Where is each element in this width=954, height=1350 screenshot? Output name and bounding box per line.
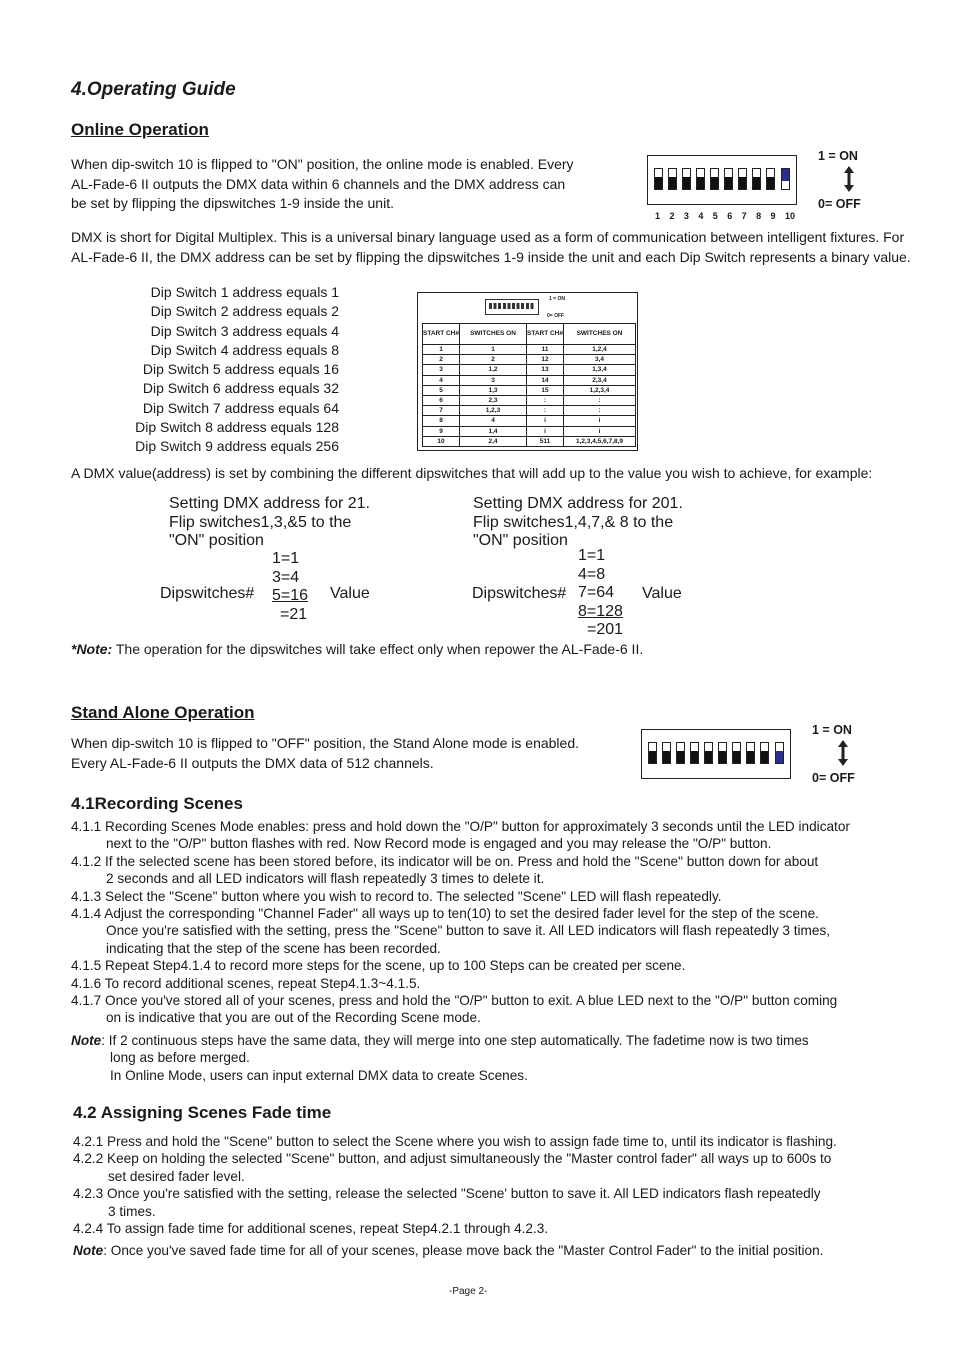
on-label: 1 = ON bbox=[812, 723, 852, 737]
table-cell: 7 bbox=[423, 406, 460, 416]
note-text: : Once you've saved fade time for all of your scenes, please move back the "Master Control Fader" to the initial position. bbox=[103, 1243, 824, 1258]
text-line: AL-Fade-6 II outputs the DMX data within 6 channels and the DMX address can bbox=[71, 175, 566, 192]
table-cell: 4 bbox=[423, 375, 460, 385]
dip-switch bbox=[648, 742, 657, 764]
table-cell: i bbox=[564, 426, 636, 436]
table-row bbox=[423, 355, 636, 365]
table-cell: 1,2 bbox=[460, 365, 527, 375]
table-cell: 9 bbox=[423, 426, 460, 436]
list-item: Dip Switch 1 address equals 1 bbox=[150, 284, 339, 300]
calc-line: 1=1 bbox=[578, 547, 606, 564]
text-line: Setting DMX address for 21. bbox=[169, 495, 370, 512]
list-item: Dip Switch 6 address equals 32 bbox=[142, 380, 339, 397]
text-line: Flip switches1,4,7,& 8 to the bbox=[473, 513, 674, 531]
column-header: START CH# bbox=[423, 324, 460, 345]
table-cell: 1 bbox=[460, 345, 527, 355]
table-cell: 1,2,3,4,5,6,7,8,9 bbox=[564, 436, 636, 446]
table-row bbox=[423, 375, 636, 385]
dip-switch bbox=[746, 742, 755, 764]
note-label: Note bbox=[73, 1243, 104, 1258]
up-down-arrow-icon bbox=[842, 165, 856, 193]
value-label: Value bbox=[330, 585, 370, 602]
column-header: START CH# bbox=[527, 324, 564, 345]
table-cell: i bbox=[527, 426, 564, 436]
dip-switch bbox=[654, 168, 663, 190]
table-cell: 2,3 bbox=[460, 396, 527, 406]
step-line: 4.2.4 To assign fade time for additional scenes, repeat Step4.2.1 through 4.2.3. bbox=[73, 1221, 549, 1237]
table-cell: 511 bbox=[527, 436, 564, 446]
dip-switch bbox=[696, 168, 705, 190]
table-cell: 1,2,3,4 bbox=[564, 385, 636, 395]
fade-time-note bbox=[73, 1242, 823, 1259]
text-line: "ON" position bbox=[169, 532, 264, 549]
table-cell: 1,2,3 bbox=[460, 406, 527, 416]
example-21-values bbox=[272, 550, 308, 624]
table-cell: 12 bbox=[527, 355, 564, 365]
dip-number: 7 bbox=[741, 211, 747, 221]
table-cell: : bbox=[527, 396, 564, 406]
dip-number: 9 bbox=[770, 211, 776, 221]
step-line: indicating that the step of the scene has been recorded. bbox=[106, 940, 441, 956]
dip-switch bbox=[662, 742, 671, 764]
dip-switch-10-on bbox=[781, 168, 790, 190]
off-label: 0= OFF bbox=[812, 771, 855, 785]
note-text: In Online Mode, users can input external DMX data to create Scenes. bbox=[110, 1067, 528, 1083]
mini-off-label: 0= OFF bbox=[547, 313, 565, 319]
dip-switch bbox=[718, 742, 727, 764]
table-cell: 1 bbox=[423, 345, 460, 355]
table-cell: 1,3 bbox=[460, 385, 527, 395]
stand-alone-dip-switch-diagram bbox=[641, 729, 791, 779]
table-cell: 14 bbox=[527, 375, 564, 385]
step-line: 4.1.1 Recording Scenes Mode enables: press and hold down the "O/P" button for approximately 3 seconds until the LED indicator bbox=[71, 819, 850, 834]
table-cell: 1,3,4 bbox=[564, 365, 636, 375]
dip-switch bbox=[766, 168, 775, 190]
step-line: 4.1.5 Repeat Step4.1.4 to record more steps for the scene, up to 100 Steps can be created per scene. bbox=[71, 958, 686, 974]
table-cell: 2 bbox=[423, 355, 460, 365]
table-cell: 6 bbox=[423, 396, 460, 406]
table-cell: 3 bbox=[423, 365, 460, 375]
step-line: 4.1.7 Once you've stored all of your scenes, press and hold the "O/P" button to exit. A blue LED next to the "O/P" button coming bbox=[71, 993, 838, 1009]
table-row bbox=[423, 426, 636, 436]
table-row bbox=[423, 436, 636, 446]
table-cell: 1,4 bbox=[460, 426, 527, 436]
calc-line: 3=4 bbox=[272, 568, 300, 586]
step-line: 2 seconds and all LED indicators will flash repeatedly 3 times to delete it. bbox=[106, 871, 545, 887]
dip-switch bbox=[668, 168, 677, 190]
dip-number: 2 bbox=[669, 211, 675, 221]
dip-number: 1 bbox=[655, 211, 661, 221]
step-line: set desired fader level. bbox=[108, 1168, 245, 1184]
table-cell: : bbox=[564, 396, 636, 406]
table-row bbox=[423, 345, 636, 355]
note-text: : If 2 continuous steps have the same data, they will merge into one step automatically. The fadetime now is two times bbox=[101, 1033, 809, 1048]
stand-alone-title: Stand Alone Operation bbox=[71, 703, 255, 722]
dip-number-row bbox=[655, 211, 795, 221]
step-line: 4.1.4 Adjust the corresponding "Channel Fader" all ways up to ten(10) to set the desired fader level for the step of the scene. bbox=[71, 906, 819, 922]
dip-switch bbox=[752, 168, 761, 190]
dip-number: 5 bbox=[712, 211, 718, 221]
table-row bbox=[423, 365, 636, 375]
up-down-arrow-icon bbox=[836, 739, 850, 767]
dip-switch bbox=[738, 168, 747, 190]
table-cell: 11 bbox=[527, 345, 564, 355]
step-line: 4.1.3 Select the "Scene" button where you wish to record to. The selected "Scene" LED will flash repeatedly. bbox=[71, 888, 722, 904]
table-cell: i bbox=[527, 416, 564, 426]
online-dip-switch-diagram bbox=[647, 155, 797, 205]
dip-switch-value-list bbox=[39, 283, 339, 457]
dip-switch bbox=[690, 742, 699, 764]
table-cell: 3 bbox=[460, 375, 527, 385]
dip-number: 8 bbox=[756, 211, 762, 221]
step-line: 4.1.6 To record additional scenes, repeat Step4.1.3~4.1.5. bbox=[71, 975, 421, 991]
list-item: Dip Switch 5 address equals 16 bbox=[142, 361, 339, 378]
example-201-values bbox=[578, 547, 627, 640]
example-201-description bbox=[473, 495, 683, 551]
online-operation-title: Online Operation bbox=[71, 120, 209, 139]
value-label: Value bbox=[642, 585, 682, 602]
mini-dip-switch-icon bbox=[485, 299, 539, 315]
address-table bbox=[422, 323, 636, 447]
note-label: *Note: bbox=[71, 641, 113, 657]
fade-time-steps bbox=[73, 1133, 837, 1237]
table-cell: 15 bbox=[527, 385, 564, 395]
page-title: 4.Operating Guide bbox=[71, 79, 236, 100]
calc-total: =201 bbox=[587, 621, 624, 638]
step-line: 3 times. bbox=[108, 1203, 156, 1219]
dip-number: 3 bbox=[683, 211, 689, 221]
table-cell: 3,4 bbox=[564, 355, 636, 365]
list-item: Dip Switch 7 address equals 64 bbox=[142, 399, 339, 416]
table-cell: 4 bbox=[460, 416, 527, 426]
list-item: Dip Switch 4 address equals 8 bbox=[150, 341, 339, 358]
table-row bbox=[423, 406, 636, 416]
dip-switch bbox=[710, 168, 719, 190]
dmx-address-table bbox=[417, 292, 638, 451]
note-label: Note bbox=[71, 1033, 102, 1048]
calc-line: 8=128 bbox=[578, 602, 623, 620]
calc-line: 1=1 bbox=[272, 550, 300, 567]
list-item: Dip Switch 2 address equals 2 bbox=[150, 303, 339, 320]
table-cell: 13 bbox=[527, 365, 564, 375]
recording-scenes-title: 4.1Recording Scenes bbox=[71, 794, 243, 813]
step-line: next to the "O/P" button flashes with red. Now Record mode is engaged and you may release the "O/P" button. bbox=[106, 836, 772, 852]
recording-steps bbox=[71, 818, 850, 1027]
text-line: When dip-switch 10 is flipped to "OFF" position, the Stand Alone mode is enabled. bbox=[71, 735, 579, 751]
step-line: 4.1.2 If the selected scene has been stored before, its indicator will be on. Press and hold the "Scene" button down for about bbox=[71, 853, 819, 869]
dipswitches-label: Dipswitches# bbox=[160, 585, 255, 602]
list-item: Dip Switch 3 address equals 4 bbox=[150, 322, 339, 339]
step-line: on is indicative that you are out of the Recording Scene mode. bbox=[106, 1010, 481, 1026]
dip-switch bbox=[682, 168, 691, 190]
note-text: The operation for the dipswitches will take effect only when repower the AL-Fade-6 II. bbox=[112, 641, 644, 657]
table-cell: i bbox=[564, 416, 636, 426]
example-21-description bbox=[169, 495, 370, 551]
online-intro-paragraph bbox=[71, 155, 574, 214]
table-row bbox=[423, 416, 636, 426]
table-cell: 2 bbox=[460, 355, 527, 365]
text-line: "ON" position bbox=[473, 532, 568, 549]
table-row bbox=[423, 396, 636, 406]
column-header: SWITCHES ON bbox=[460, 324, 527, 345]
text-line: Setting DMX address for 201. bbox=[473, 495, 683, 512]
text-line: When dip-switch 10 is flipped to "ON" position, the online mode is enabled. Every bbox=[71, 156, 574, 172]
column-header: SWITCHES ON bbox=[564, 324, 636, 345]
repower-note bbox=[71, 640, 643, 660]
text-line: Flip switches1,3,&5 to the bbox=[169, 513, 352, 531]
dip-switch bbox=[760, 742, 769, 764]
dip-switch bbox=[676, 742, 685, 764]
dip-switch-10-off bbox=[775, 742, 784, 764]
text-line: be set by flipping the dipswitches 1-9 inside the unit. bbox=[71, 195, 394, 211]
table-cell: : bbox=[527, 406, 564, 416]
table-cell: 2,3,4 bbox=[564, 375, 636, 385]
table-cell: 1,2,4 bbox=[564, 345, 636, 355]
dip-switch bbox=[704, 742, 713, 764]
table-header-row bbox=[423, 324, 636, 345]
table-row bbox=[423, 385, 636, 395]
recording-note bbox=[71, 1032, 809, 1084]
stand-alone-paragraph bbox=[71, 734, 579, 773]
list-item: Dip Switch 9 address equals 256 bbox=[135, 438, 339, 455]
calc-line: 4=8 bbox=[578, 565, 606, 583]
calc-total: =21 bbox=[280, 605, 308, 623]
page-number: -Page 2- bbox=[449, 1286, 488, 1297]
dip-switch bbox=[724, 168, 733, 190]
fade-time-title: 4.2 Assigning Scenes Fade time bbox=[73, 1103, 332, 1122]
table-cell: 10 bbox=[423, 436, 460, 446]
step-line: 4.2.2 Keep on holding the selected "Scene" button, and adjust simultaneously the "Master control fader" all ways up to 600s to bbox=[73, 1151, 832, 1167]
text-line: DMX is short for Digital Multiplex. This is a universal binary language used as a form of communication between intelligent fixtures. For bbox=[71, 229, 905, 245]
list-item: Dip Switch 8 address equals 128 bbox=[135, 419, 339, 436]
dip-number: 4 bbox=[698, 211, 704, 221]
table-cell: 8 bbox=[423, 416, 460, 426]
calc-line: 7=64 bbox=[578, 584, 615, 601]
dip-number: 6 bbox=[727, 211, 733, 221]
step-line: 4.2.1 Press and hold the "Scene" button to select the Scene where you wish to assign fade time to, until its indicator is flashing. bbox=[73, 1134, 837, 1149]
note-text: long as before merged. bbox=[110, 1050, 250, 1066]
text-line: AL-Fade-6 II, the DMX address can be set by flipping the dipswitches 1-9 inside the unit and each Dip Switch represents a binary value. bbox=[71, 248, 911, 265]
off-label: 0= OFF bbox=[818, 197, 861, 211]
table-cell: : bbox=[564, 406, 636, 416]
on-label: 1 = ON bbox=[818, 149, 858, 163]
dmx-explanation-paragraph bbox=[71, 228, 911, 267]
text-line: Every AL-Fade-6 II outputs the DMX data of 512 channels. bbox=[71, 754, 434, 771]
step-line: 4.2.3 Once you're satisfied with the setting, release the selected "Scene' button to save it. All LED indicators flash repeatedly bbox=[73, 1186, 821, 1202]
dipswitches-label: Dipswitches# bbox=[472, 585, 567, 602]
mini-on-label: 1 = ON bbox=[549, 296, 565, 302]
calc-line: 5=16 bbox=[272, 587, 309, 604]
table-cell: 5 bbox=[423, 385, 460, 395]
dip-number: 10 bbox=[784, 211, 795, 221]
dip-switch bbox=[732, 742, 741, 764]
table-cell: 2,4 bbox=[460, 436, 527, 446]
combine-explanation: A DMX value(address) is set by combining the different dipswitches that will add up to the value you wish to achieve, for example: bbox=[71, 465, 873, 481]
step-line: Once you're satisfied with the setting, press the "Scene" button to save it. All LED indicators will flash repeatedly 3 times, bbox=[106, 923, 831, 939]
